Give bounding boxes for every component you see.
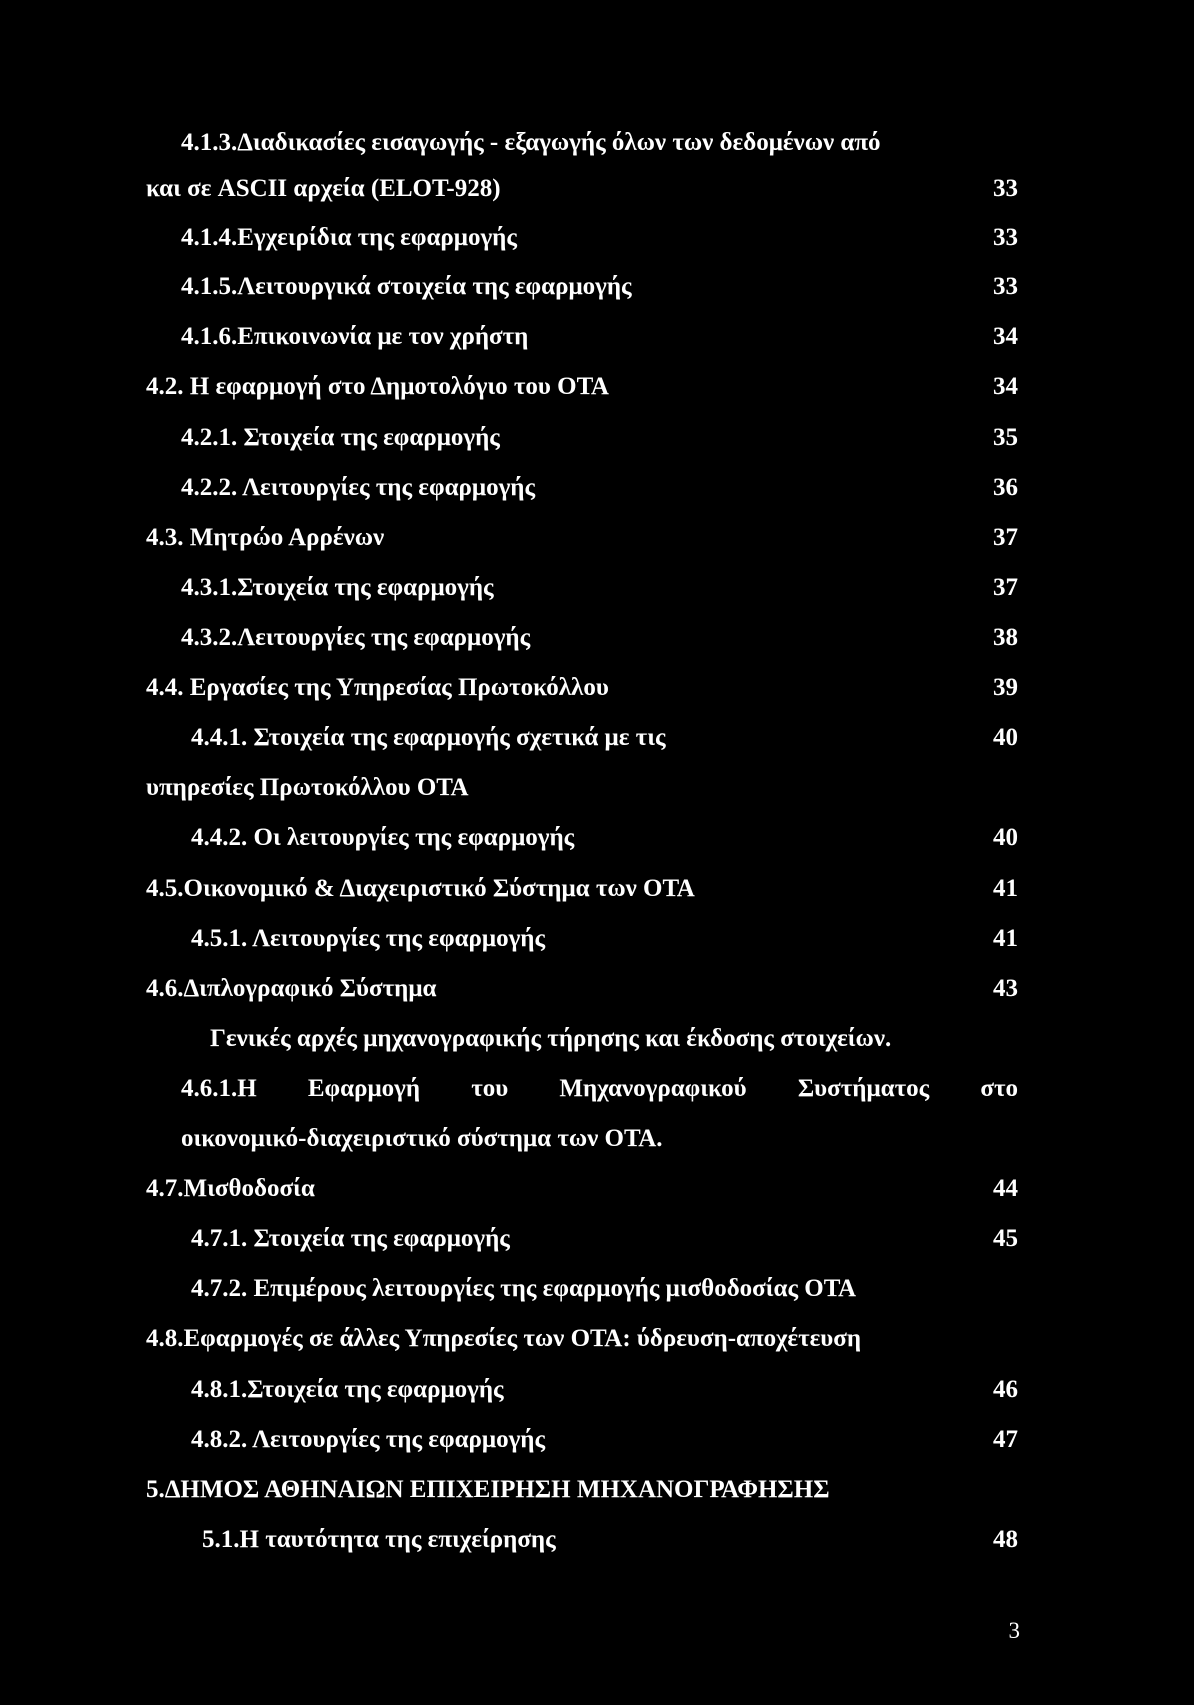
- toc-entry-text: 4.8.1.Στοιχεία της εφαρμογής: [191, 1376, 504, 1403]
- toc-entry-text: οικονομικό-διαχειριστικό σύστημα των ΟΤΑ.: [181, 1125, 663, 1152]
- toc-word: στο: [980, 1075, 1018, 1102]
- toc-entry-4-3[interactable]: [0, 520, 1194, 556]
- toc-page-number: 47: [993, 1426, 1018, 1453]
- toc-entry-4-6-1[interactable]: [181, 1071, 1018, 1107]
- toc-entry-4-1-5[interactable]: [0, 269, 1194, 305]
- toc-page-number: 39: [993, 674, 1018, 701]
- toc-page-number: 40: [993, 824, 1018, 851]
- toc-entry-text: 4.7.1. Στοιχεία της εφαρμογής: [191, 1225, 510, 1252]
- toc-entry-text: 5.ΔΗΜΟΣ ΑΘΗΝΑΙΩΝ ΕΠΙΧΕΙΡΗΣΗ ΜΗΧΑΝΟΓΡΑΦΗΣΗΣ: [146, 1476, 830, 1503]
- toc-entry-4-5[interactable]: [0, 871, 1194, 907]
- toc-entry-text: 4.8.Εφαρμογές σε άλλες Υπηρεσίες των ΟΤΑ: ύδρευση-αποχέτευση: [146, 1325, 862, 1352]
- toc-entry-4-1-3[interactable]: [0, 125, 1194, 161]
- toc-entry-4-4[interactable]: [0, 670, 1194, 706]
- toc-entry-text: και σε ASCII αρχεία (ELOT-928): [146, 175, 501, 202]
- page-footer-number: 3: [1008, 1618, 1020, 1643]
- toc-page-number: 37: [993, 574, 1018, 601]
- toc-page-number: 46: [993, 1376, 1018, 1403]
- toc-page-number: 43: [993, 975, 1018, 1002]
- toc-entry-text: 4.3.2.Λειτουργίες της εφαρμογής: [181, 624, 531, 651]
- toc-page-number: 34: [993, 373, 1018, 400]
- toc-entry-4-7-1[interactable]: [0, 1221, 1194, 1257]
- toc-entry-4-8-1[interactable]: [0, 1372, 1194, 1408]
- toc-entry-4-6-general[interactable]: [0, 1021, 1194, 1057]
- toc-page-number: 38: [993, 624, 1018, 651]
- toc-entry-text: 4.4.2. Οι λειτουργίες της εφαρμογής: [191, 824, 575, 851]
- toc-page-number: 35: [993, 424, 1018, 451]
- toc-page-number: 33: [993, 224, 1018, 251]
- toc-entry-4-1-3-continuation[interactable]: [0, 171, 1194, 207]
- toc-word: Εφαρμογή: [307, 1075, 421, 1102]
- toc-entry-text: 4.1.3.Διαδικασίες εισαγωγής - εξαγωγής όλων των δεδομένων από: [181, 129, 881, 156]
- toc-entry-4-4-2[interactable]: [0, 820, 1194, 856]
- toc-word: 4.6.1.Η: [181, 1075, 257, 1102]
- toc-entry-text: 5.1.Η ταυτότητα της επιχείρησης: [202, 1526, 556, 1553]
- toc-word: Συστήματος: [797, 1075, 930, 1102]
- toc-entry-text: 4.2.1. Στοιχεία της εφαρμογής: [181, 424, 500, 451]
- toc-entry-text: 4.5.1. Λειτουργίες της εφαρμογής: [191, 925, 546, 952]
- toc-entry-4-7-2[interactable]: [0, 1271, 1194, 1307]
- toc-entry-4-8-2[interactable]: [0, 1422, 1194, 1458]
- toc-entry-text: υπηρεσίες Πρωτοκόλλου ΟΤΑ: [146, 774, 469, 801]
- toc-entry-text: 4.6.Διπλογραφικό Σύστημα: [146, 975, 437, 1002]
- toc-page-number: 48: [993, 1526, 1018, 1553]
- toc-entry-text: 4.2. Η εφαρμογή στο Δημοτολόγιο του ΟΤΑ: [146, 373, 609, 400]
- toc-entry-4-2-2[interactable]: [0, 470, 1194, 506]
- toc-entry-4-2[interactable]: [0, 369, 1194, 405]
- toc-entry-4-6[interactable]: [0, 971, 1194, 1007]
- toc-entry-text: 4.8.2. Λειτουργίες της εφαρμογής: [191, 1426, 546, 1453]
- toc-page-number: 45: [993, 1225, 1018, 1252]
- toc-page-number: 33: [993, 273, 1018, 300]
- toc-entry-text: 4.1.4.Εγχειρίδια της εφαρμογής: [181, 224, 517, 251]
- toc-entry-text: 4.5.Οικονομικό & Διαχειριστικό Σύστημα των ΟΤΑ: [146, 875, 695, 902]
- toc-entry-text: Γενικές αρχές μηχανογραφικής τήρησης και έκδοσης στοιχείων.: [210, 1025, 892, 1052]
- toc-entry-4-8[interactable]: [0, 1321, 1194, 1357]
- toc-entry-text: 4.1.5.Λειτουργικά στοιχεία της εφαρμογής: [181, 273, 632, 300]
- toc-entry-5[interactable]: [0, 1472, 1194, 1508]
- toc-entry-4-2-1[interactable]: [0, 420, 1194, 456]
- toc-entry-text: 4.7.2. Επιμέρους λειτουργίες της εφαρμογής μισθοδοσίας ΟΤΑ: [191, 1275, 857, 1302]
- toc-entry-text: 4.3. Μητρώο Αρρένων: [146, 524, 385, 551]
- toc-page-number: 36: [993, 474, 1018, 501]
- toc-entry-4-7[interactable]: [0, 1171, 1194, 1207]
- toc-word: του: [471, 1075, 509, 1102]
- toc-page-number: 41: [993, 875, 1018, 902]
- toc-entry-4-3-1[interactable]: [0, 570, 1194, 606]
- toc-entry-text: 4.7.Μισθοδοσία: [146, 1175, 315, 1202]
- toc-page-number: 41: [993, 925, 1018, 952]
- toc-entry-4-4-1-continuation[interactable]: [0, 770, 1194, 806]
- toc-entry-4-5-1[interactable]: [0, 921, 1194, 957]
- toc-entry-4-3-2[interactable]: [0, 620, 1194, 656]
- toc-entry-text: 4.3.1.Στοιχεία της εφαρμογής: [181, 574, 494, 601]
- toc-page-number: 33: [993, 175, 1018, 202]
- toc-entry-5-1[interactable]: [0, 1522, 1194, 1558]
- toc-page-number: 40: [993, 724, 1018, 751]
- toc-page-number: 44: [993, 1175, 1018, 1202]
- toc-entry-text: 4.2.2. Λειτουργίες της εφαρμογής: [181, 474, 536, 501]
- toc-entry-text: 4.4. Εργασίες της Υπηρεσίας Πρωτοκόλλου: [146, 674, 609, 701]
- toc-entry-4-4-1[interactable]: [0, 720, 1194, 756]
- toc-page-number: 34: [993, 323, 1018, 350]
- toc-entry-4-6-1-continuation[interactable]: [0, 1121, 1194, 1157]
- toc-entry-4-1-6[interactable]: [0, 319, 1194, 355]
- toc-page-number: 37: [993, 524, 1018, 551]
- toc-entry-4-1-4[interactable]: [0, 220, 1194, 256]
- toc-word: Μηχανογραφικού: [559, 1075, 747, 1102]
- toc-entry-text: 4.4.1. Στοιχεία της εφαρμογής σχετικά με τις: [191, 724, 666, 751]
- toc-entry-text: 4.1.6.Επικοινωνία με τον χρήστη: [181, 323, 529, 350]
